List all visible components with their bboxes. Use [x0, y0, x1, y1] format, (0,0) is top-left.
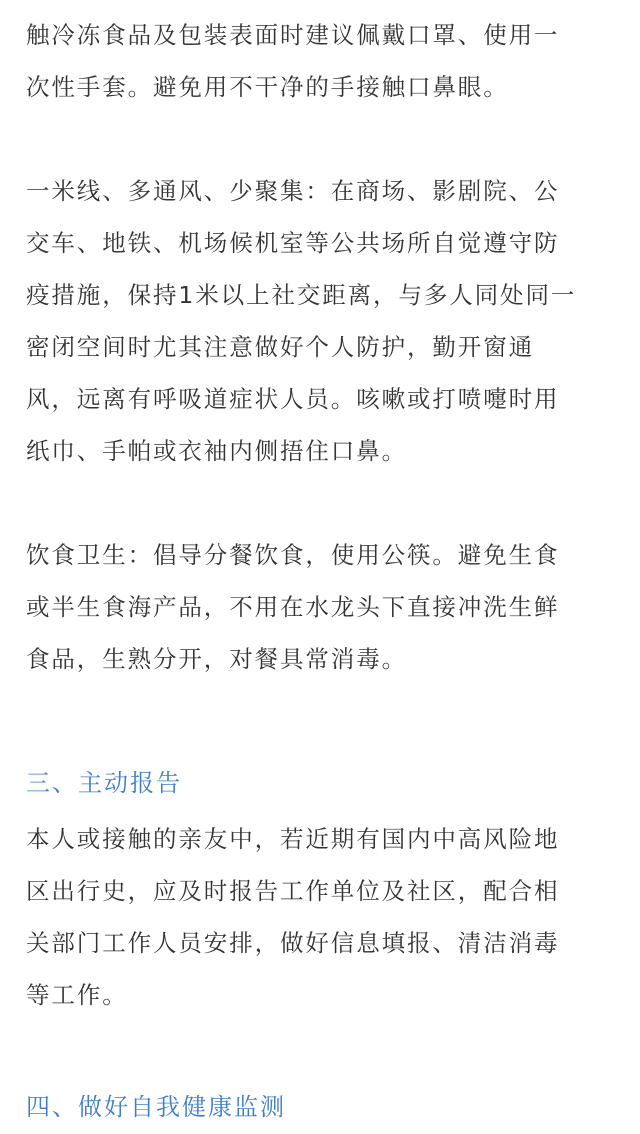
section-heading-health-monitoring: 四、做好自我健康监测 [26, 1093, 286, 1121]
text-line: 或半生食海产品，不用在水龙头下直接冲洗生鲜 [26, 593, 560, 621]
text-line: 等工作。 [26, 981, 128, 1009]
text-line: 区出行史，应及时报告工作单位及社区，配合相 [26, 877, 560, 905]
text-line: 一米线、多通风、少聚集：在商场、影剧院、公 [26, 177, 560, 205]
text-line: 纸巾、手帕或衣袖内侧捂住口鼻。 [26, 437, 407, 465]
section-heading-report: 三、主动报告 [26, 769, 182, 797]
text-line: 风，远离有呼吸道症状人员。咳嗽或打喷嚏时用 [26, 385, 560, 413]
text-line: 食品，生熟分开，对餐具常消毒。 [26, 645, 407, 673]
text-line: 疫措施，保持1米以上社交距离，与多人同处同一 [26, 281, 577, 309]
text-line: 次性手套。避免用不干净的手接触口鼻眼。 [26, 73, 509, 101]
text-line: 触冷冻食品及包装表面时建议佩戴口罩、使用一 [26, 21, 560, 49]
text-line: 密闭空间时尤其注意做好个人防护，勤开窗通 [26, 333, 534, 361]
text-line: 本人或接触的亲友中，若近期有国内中高风险地 [26, 825, 560, 853]
text-line: 交车、地铁、机场候机室等公共场所自觉遵守防 [26, 229, 560, 257]
text-line: 关部门工作人员安排，做好信息填报、清洁消毒 [26, 929, 560, 957]
text-line: 饮食卫生：倡导分餐饮食，使用公筷。避免生食 [26, 541, 560, 569]
